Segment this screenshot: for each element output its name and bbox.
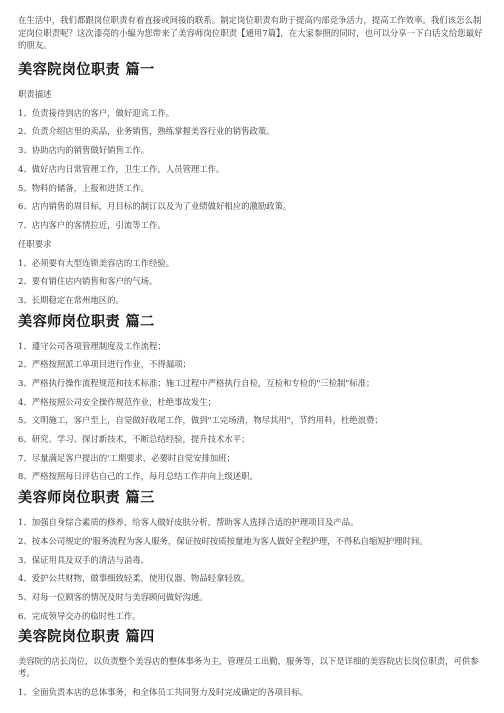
section-title: 美容院岗位职责 篇四	[18, 629, 155, 646]
section-1	[18, 61, 486, 306]
requirement-list	[18, 257, 486, 306]
list-item: 5、对每一位顾客的情况及时与美容顾问做好沟通。	[18, 591, 208, 602]
list-item: 1、加强自身综合素质的修养，给客人做好皮肤分析，帮助客人选择合适的护理项目及产品。	[18, 517, 359, 528]
duty-list	[18, 107, 486, 231]
duty-list	[18, 686, 486, 698]
section-title: 美容院岗位职责 篇一	[18, 61, 155, 78]
list-item: 6、完成领导交办的临时性工作。	[18, 610, 141, 621]
section-4	[18, 628, 486, 698]
list-item: 7、店内客户的客情拉近，引流等工作。	[18, 219, 166, 230]
duty-list	[18, 340, 486, 483]
section-paragraph: 美容院的店长岗位，以负责整个美容店的整体事务为主，管理员工出勤，服务等，以下是详细的美容院店长岗位职责，可供参考。	[18, 656, 479, 679]
list-item: 7、尽量满足客户提出的'工期要求，必要时自觉安排加班；	[18, 452, 236, 463]
intro-paragraph: 在生活中，我们都跟岗位职责有着直接或间接的联系。制定岗位职责有助于提高内部竞争活力，提高工作效率。我们该怎么制定岗位职责呢？这次漆亮的小编为您带来了美容师岗位职责【通用7篇】，在大家参照的同时，也可以分享一下白话文给您最好的朋友。	[18, 15, 483, 51]
list-item: 5、文明施工，客户至上，自觉做好收尾工作，做到"工完场清，物尽其用"，节约用料，杜绝浪费；	[18, 415, 383, 426]
list-item: 1、必须要有大型连锁美容店的工作经验。	[18, 257, 175, 268]
list-item: 4、严格按照公司安全操作规范作业，杜绝事故发生；	[18, 396, 216, 407]
list-item: 4、爱护公共财物，做事细致轻柔，使用仪器、物品轻拿轻放。	[18, 573, 250, 584]
list-item: 1、遵守公司各项管理制度及工作流程；	[18, 340, 166, 351]
section-title: 美容师岗位职责 篇三	[18, 490, 155, 507]
list-item: 2、要有销住店内销售和客户的气场。	[18, 276, 158, 287]
list-item: 6、店内销售的周目标，月目标的制订以及为了业绩做好相应的激励政策。	[18, 201, 292, 212]
list-item: 3、协助店内的销售做好销售工作。	[18, 145, 149, 156]
list-item: 1、负责接待到店的客户，做好迎宾工作。	[18, 107, 175, 118]
section-3	[18, 489, 486, 621]
list-item: 4、做好店内日常管理工作，卫生工作，人员管理工作。	[18, 163, 225, 174]
section-2	[18, 313, 486, 483]
list-item: 3、严格执行操作流程规范和技术标准；施工过程中严格执行自检，互检和专检的"三检制"标准；	[18, 378, 375, 389]
list-item: 5、物料的储备，上报和进货工作。	[18, 182, 149, 193]
section-subheading: 任职要求	[18, 238, 52, 249]
list-item: 2、负责介绍店里的卖品，业务销售，熟练掌握美容行业的销售政策。	[18, 126, 275, 137]
duty-list	[18, 516, 486, 621]
section-subheading: 职责描述	[18, 88, 52, 99]
list-item: 8、严格按照每日评估自己的工作，每月总结工作并向上级述职。	[18, 471, 258, 482]
list-item: 2、按本公司规定的'服务流程为客人服务，保证按时按质按量地为客人做好全程护理，不得私自缩短护理时间。	[18, 535, 428, 546]
section-title: 美容师岗位职责 篇二	[18, 313, 155, 330]
list-item: 3、保证用具及双手的清洁与消毒。	[18, 554, 149, 565]
list-item: 1、全面负责本店的总体事务，和全体员工共同努力及时完成确定的各项目标。	[18, 687, 309, 698]
list-item: 6、研究、学习、探讨新技术，不断总结经验，提升技术水平；	[18, 434, 250, 445]
list-item: 3、长期稳定在常州地区的。	[18, 294, 124, 305]
list-item: 2、严格按照派工单项目进行作业，不得漏项；	[18, 359, 191, 370]
